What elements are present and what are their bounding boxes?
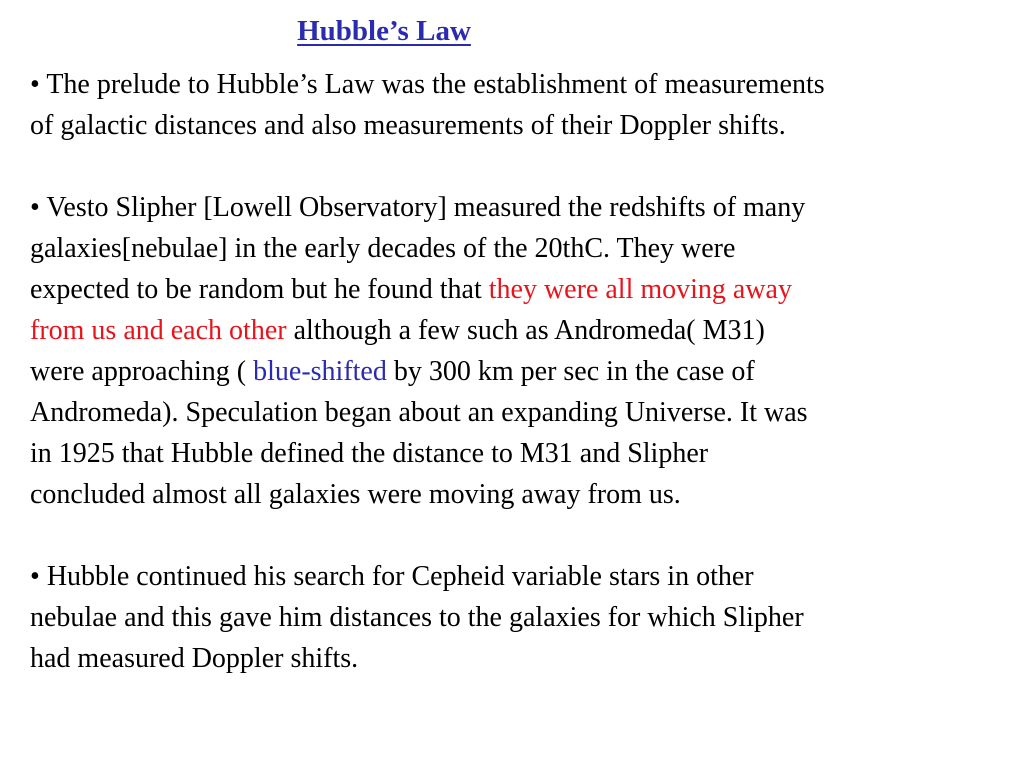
bullet-line bbox=[30, 556, 1005, 597]
bullet-text: The prelude to Hubble’s Law was the establishment of measurements bbox=[46, 69, 825, 100]
bullet-line: of galactic distances and also measurements of their Doppler shifts. bbox=[30, 110, 786, 141]
bullet-text: by 300 km per sec in the case of bbox=[386, 356, 755, 387]
bullet-marker: • bbox=[30, 69, 40, 100]
bullet-line bbox=[30, 310, 1005, 351]
bullet-line bbox=[30, 351, 1005, 392]
bullet-text: Vesto Slipher [Lowell Observatory] measured the redshifts of many bbox=[46, 192, 806, 223]
bullet-prelude bbox=[30, 64, 1005, 146]
bullet-text: were approaching ( bbox=[30, 356, 254, 387]
bullet-line bbox=[30, 187, 1005, 228]
bullet-slipher bbox=[30, 187, 1005, 515]
bullet-text: Hubble continued his search for Cepheid variable stars in other bbox=[46, 561, 754, 592]
spacer bbox=[30, 515, 1005, 556]
emphasis-blue-text: blue-shifted bbox=[253, 356, 387, 387]
bullet-line: concluded almost all galaxies were moving away from us. bbox=[30, 479, 681, 510]
bullet-text: although a few such as Andromeda( M31) bbox=[286, 315, 765, 346]
slide-title: Hubble’s Law bbox=[297, 15, 471, 47]
bullet-text: expected to be random but he found that bbox=[30, 274, 489, 305]
emphasis-red-text: from us and each other bbox=[30, 315, 287, 346]
emphasis-red-text: they were all moving away bbox=[488, 274, 792, 305]
slide-body bbox=[30, 64, 1005, 679]
bullet-line bbox=[30, 64, 1005, 105]
bullet-line: Andromeda). Speculation began about an expanding Universe. It was bbox=[30, 397, 808, 428]
bullet-line: had measured Doppler shifts. bbox=[30, 643, 359, 674]
bullet-line bbox=[30, 269, 1005, 310]
bullet-marker: • bbox=[30, 192, 40, 223]
bullet-marker: • bbox=[30, 561, 40, 592]
bullet-line: galaxies[nebulae] in the early decades of the 20thC. They were bbox=[30, 233, 736, 264]
bullet-hubble bbox=[30, 556, 1005, 679]
bullet-line: in 1925 that Hubble defined the distance to M31 and Slipher bbox=[30, 438, 709, 469]
spacer bbox=[30, 146, 1005, 187]
bullet-line: nebulae and this gave him distances to the galaxies for which Slipher bbox=[30, 602, 804, 633]
